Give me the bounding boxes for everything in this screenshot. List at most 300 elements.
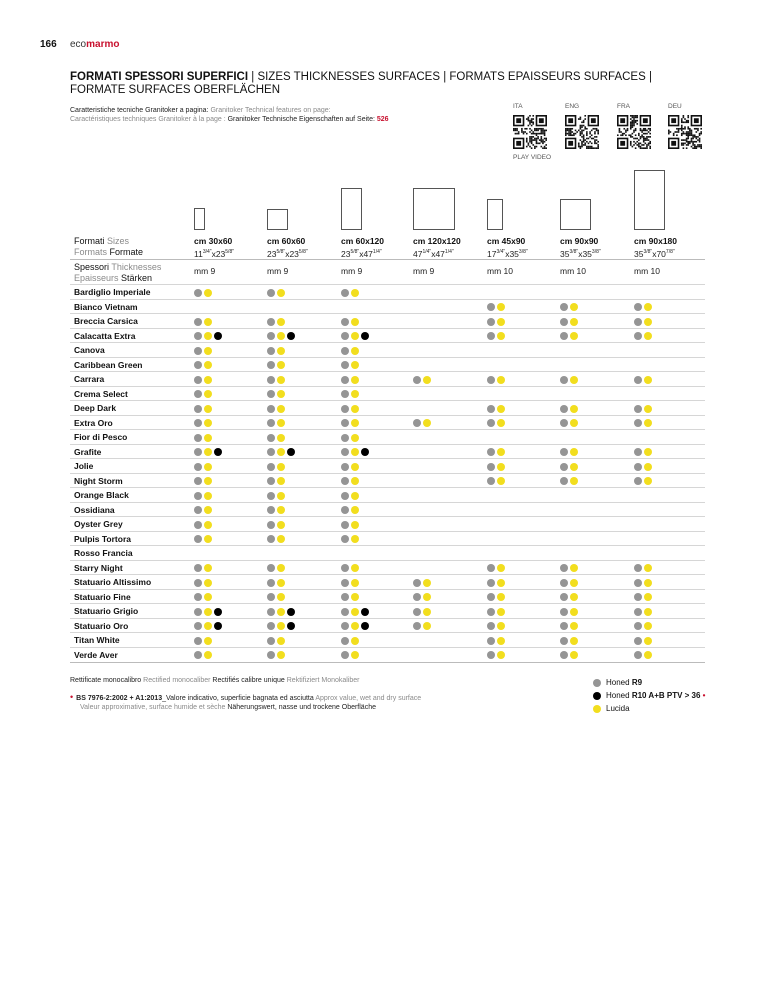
brand-logo: ecomarmo xyxy=(70,39,120,50)
gray-dot-icon xyxy=(267,463,275,471)
gray-dot-icon xyxy=(560,405,568,413)
availability-cell xyxy=(267,419,285,427)
availability-cell xyxy=(634,637,652,645)
availability-cell xyxy=(634,448,652,456)
qr-code-fra-icon[interactable] xyxy=(617,115,651,149)
availability-cell xyxy=(341,289,359,297)
yellow-dot-icon xyxy=(277,477,285,485)
gray-dot-icon xyxy=(194,535,202,543)
yellow-dot-icon xyxy=(204,579,212,587)
availability-cell xyxy=(487,564,505,572)
availability-cell xyxy=(341,332,369,340)
gray-dot-icon xyxy=(487,376,495,384)
availability-cell xyxy=(194,564,212,572)
gray-dot-icon xyxy=(593,679,601,687)
yellow-dot-icon xyxy=(204,361,212,369)
yellow-dot-icon xyxy=(277,463,285,471)
gray-dot-icon xyxy=(194,376,202,384)
gray-dot-icon xyxy=(634,622,642,630)
yellow-dot-icon xyxy=(351,521,359,529)
legend-honed-r10: Honed R10 A+B PTV > 36 • xyxy=(593,691,705,700)
table-row xyxy=(70,487,705,503)
gray-dot-icon xyxy=(487,608,495,616)
gray-dot-icon xyxy=(194,521,202,529)
yellow-dot-icon xyxy=(644,564,652,572)
yellow-dot-icon xyxy=(351,405,359,413)
availability-cell xyxy=(341,347,359,355)
row-name: Statuario Fine xyxy=(74,591,131,602)
gray-dot-icon xyxy=(560,303,568,311)
yellow-dot-icon xyxy=(204,477,212,485)
availability-cell xyxy=(634,651,652,659)
yellow-dot-icon xyxy=(570,405,578,413)
availability-cell xyxy=(634,419,652,427)
availability-cell xyxy=(487,608,505,616)
yellow-dot-icon xyxy=(351,289,359,297)
availability-cell xyxy=(487,622,505,630)
gray-dot-icon xyxy=(267,347,275,355)
gray-dot-icon xyxy=(194,651,202,659)
yellow-dot-icon xyxy=(497,477,505,485)
availability-cell xyxy=(560,651,578,659)
column-thickness: mm 9 xyxy=(341,266,363,276)
table-row xyxy=(70,415,705,431)
yellow-dot-icon xyxy=(423,579,431,587)
yellow-dot-icon xyxy=(277,390,285,398)
availability-cell xyxy=(267,390,285,398)
availability-cell xyxy=(341,608,369,616)
gray-dot-icon xyxy=(634,303,642,311)
yellow-dot-icon xyxy=(277,448,285,456)
gray-dot-icon xyxy=(634,651,642,659)
black-dot-icon xyxy=(287,332,295,340)
yellow-dot-icon xyxy=(644,579,652,587)
availability-cell xyxy=(194,434,212,442)
yellow-dot-icon xyxy=(204,390,212,398)
availability-cell xyxy=(267,492,285,500)
yellow-dot-icon xyxy=(204,376,212,384)
yellow-dot-icon xyxy=(351,318,359,326)
availability-cell xyxy=(341,419,359,427)
gray-dot-icon xyxy=(341,492,349,500)
qr-label-fra: FRA xyxy=(617,103,630,110)
gray-dot-icon xyxy=(267,593,275,601)
availability-cell xyxy=(267,637,285,645)
legend-lucida: Lucida xyxy=(593,704,630,713)
gray-dot-icon xyxy=(267,608,275,616)
black-dot-icon xyxy=(287,608,295,616)
availability-cell xyxy=(194,506,212,514)
availability-cell xyxy=(487,463,505,471)
yellow-dot-icon xyxy=(277,419,285,427)
yellow-dot-icon xyxy=(644,637,652,645)
availability-cell xyxy=(341,492,359,500)
availability-cell xyxy=(634,622,652,630)
yellow-dot-icon xyxy=(277,535,285,543)
column-header: cm 45x90 $17^{3/4"}x35^{3/8"}$ xyxy=(487,236,528,259)
availability-cell xyxy=(560,593,578,601)
availability-cell xyxy=(413,593,431,601)
yellow-dot-icon xyxy=(497,419,505,427)
gray-dot-icon xyxy=(341,361,349,369)
yellow-dot-icon xyxy=(277,593,285,601)
availability-cell xyxy=(487,637,505,645)
gray-dot-icon xyxy=(487,651,495,659)
availability-cell xyxy=(267,651,285,659)
gray-dot-icon xyxy=(487,477,495,485)
availability-cell xyxy=(341,637,359,645)
availability-cell xyxy=(194,651,212,659)
gray-dot-icon xyxy=(341,434,349,442)
gray-dot-icon xyxy=(194,579,202,587)
row-name: Fior di Pesco xyxy=(74,432,128,442)
gray-dot-icon xyxy=(194,347,202,355)
gray-dot-icon xyxy=(487,564,495,572)
gray-dot-icon xyxy=(267,361,275,369)
yellow-dot-icon xyxy=(277,434,285,442)
table-row xyxy=(70,299,705,315)
gray-dot-icon xyxy=(634,405,642,413)
yellow-dot-icon xyxy=(204,506,212,514)
table-row xyxy=(70,284,705,300)
yellow-dot-icon xyxy=(497,463,505,471)
yellow-dot-icon xyxy=(351,622,359,630)
shape-90x90 xyxy=(560,199,591,230)
row-name: Grafite xyxy=(74,446,102,457)
yellow-dot-icon xyxy=(204,448,212,456)
yellow-dot-icon xyxy=(644,651,652,659)
yellow-dot-icon xyxy=(570,637,578,645)
gray-dot-icon xyxy=(267,390,275,398)
availability-cell xyxy=(487,405,505,413)
thickness-label: Spessori Thicknesses Epaisseurs Stärken xyxy=(74,262,162,283)
gray-dot-icon xyxy=(194,361,202,369)
availability-cell xyxy=(194,535,212,543)
yellow-dot-icon xyxy=(204,521,212,529)
availability-cell xyxy=(413,622,431,630)
gray-dot-icon xyxy=(267,492,275,500)
availability-cell xyxy=(487,419,505,427)
availability-cell xyxy=(267,405,285,413)
column-thickness: mm 10 xyxy=(487,266,513,276)
qr-label-ita: ITA xyxy=(513,103,523,110)
table-bottom-line xyxy=(70,662,705,663)
gray-dot-icon xyxy=(341,651,349,659)
gray-dot-icon xyxy=(341,332,349,340)
availability-cell xyxy=(341,361,359,369)
gray-dot-icon xyxy=(560,564,568,572)
availability-cell xyxy=(634,608,652,616)
gray-dot-icon xyxy=(267,477,275,485)
black-dot-icon xyxy=(287,622,295,630)
gray-dot-icon xyxy=(487,579,495,587)
availability-cell xyxy=(634,376,652,384)
availability-cell xyxy=(560,564,578,572)
row-name: Verde Aver xyxy=(74,649,118,660)
gray-dot-icon xyxy=(194,593,202,601)
yellow-dot-icon xyxy=(497,593,505,601)
gray-dot-icon xyxy=(413,608,421,616)
availability-cell xyxy=(487,448,505,456)
gray-dot-icon xyxy=(267,448,275,456)
qr-label-eng: ENG xyxy=(565,103,580,110)
gray-dot-icon xyxy=(487,318,495,326)
yellow-dot-icon xyxy=(644,463,652,471)
table-row xyxy=(70,328,705,344)
shape-60x120 xyxy=(341,188,362,230)
row-name: Statuario Grigio xyxy=(74,606,139,616)
gray-dot-icon xyxy=(267,318,275,326)
availability-cell xyxy=(487,376,505,384)
yellow-dot-icon xyxy=(204,289,212,297)
availability-cell xyxy=(560,332,578,340)
yellow-dot-icon xyxy=(351,361,359,369)
gray-dot-icon xyxy=(560,593,568,601)
gray-dot-icon xyxy=(194,318,202,326)
availability-cell xyxy=(487,579,505,587)
row-name: Night Storm xyxy=(74,475,123,486)
table-row xyxy=(70,502,705,518)
gray-dot-icon xyxy=(487,405,495,413)
yellow-dot-icon xyxy=(277,521,285,529)
gray-dot-icon xyxy=(194,637,202,645)
gray-dot-icon xyxy=(267,506,275,514)
table-row xyxy=(70,444,705,460)
yellow-dot-icon xyxy=(570,564,578,572)
yellow-dot-icon xyxy=(277,506,285,514)
yellow-dot-icon xyxy=(351,477,359,485)
column-thickness: mm 9 xyxy=(194,266,216,276)
black-dot-icon xyxy=(361,448,369,456)
play-video-label: PLAY VIDEO xyxy=(513,154,552,161)
gray-dot-icon xyxy=(267,622,275,630)
gray-dot-icon xyxy=(341,521,349,529)
yellow-dot-icon xyxy=(351,463,359,471)
yellow-dot-icon xyxy=(204,347,212,355)
shape-90x180 xyxy=(634,170,665,230)
availability-cell xyxy=(487,593,505,601)
row-name: Statuario Altissimo xyxy=(74,577,152,587)
availability-cell xyxy=(560,608,578,616)
table-row xyxy=(70,531,705,547)
availability-cell xyxy=(267,318,285,326)
table-row xyxy=(70,647,705,663)
gray-dot-icon xyxy=(267,434,275,442)
yellow-dot-icon xyxy=(277,347,285,355)
yellow-dot-icon xyxy=(204,332,212,340)
yellow-dot-icon xyxy=(593,705,601,713)
availability-cell xyxy=(487,332,505,340)
gray-dot-icon xyxy=(194,608,202,616)
gray-dot-icon xyxy=(341,289,349,297)
availability-cell xyxy=(194,332,222,340)
table-row xyxy=(70,458,705,474)
availability-cell xyxy=(341,521,359,529)
qr-code-eng-icon[interactable] xyxy=(565,115,599,149)
availability-cell xyxy=(487,477,505,485)
yellow-dot-icon xyxy=(644,608,652,616)
gray-dot-icon xyxy=(341,419,349,427)
gray-dot-icon xyxy=(413,579,421,587)
yellow-dot-icon xyxy=(204,637,212,645)
yellow-dot-icon xyxy=(277,376,285,384)
gray-dot-icon xyxy=(194,564,202,572)
availability-cell xyxy=(341,390,359,398)
rectified-note: Rettificate monocalibro Rectified monocaliber Rectifiés calibre unique Rektifiziert Monokaliber xyxy=(70,677,360,684)
availability-cell xyxy=(341,405,359,413)
yellow-dot-icon xyxy=(570,303,578,311)
row-name: Crema Select xyxy=(74,388,128,399)
gray-dot-icon xyxy=(194,477,202,485)
yellow-dot-icon xyxy=(351,492,359,500)
gray-dot-icon xyxy=(341,637,349,645)
availability-cell xyxy=(194,419,212,427)
yellow-dot-icon xyxy=(351,434,359,442)
gray-dot-icon xyxy=(267,564,275,572)
availability-cell xyxy=(341,463,359,471)
gray-dot-icon xyxy=(267,637,275,645)
row-name: Bardiglio Imperiale xyxy=(74,287,151,297)
black-dot-icon xyxy=(361,332,369,340)
row-name: Bianco Vietnam xyxy=(74,301,138,312)
row-name: Orange Black xyxy=(74,490,129,500)
yellow-dot-icon xyxy=(277,579,285,587)
availability-cell xyxy=(194,521,212,529)
technical-reference: Caratteristiche tecniche Granitoker a pagina: Granitoker Technical features on page: Caractéristiques techniques Granitoker à la page : Granitoker Technische Eigenschaften auf Seite: 526 xyxy=(70,107,389,123)
availability-cell xyxy=(267,608,295,616)
gray-dot-icon xyxy=(194,463,202,471)
yellow-dot-icon xyxy=(351,651,359,659)
gray-dot-icon xyxy=(267,535,275,543)
table-row xyxy=(70,386,705,402)
column-header: cm 60x60 $23^{5/8"}x23^{5/8"}$ xyxy=(267,236,308,259)
yellow-dot-icon xyxy=(497,579,505,587)
row-name: Breccia Carsica xyxy=(74,316,138,326)
qr-code-deu-icon[interactable] xyxy=(668,115,702,149)
gray-dot-icon xyxy=(487,622,495,630)
yellow-dot-icon xyxy=(570,477,578,485)
availability-cell xyxy=(341,579,359,587)
shape-60x60 xyxy=(267,209,288,230)
availability-cell xyxy=(634,405,652,413)
yellow-dot-icon xyxy=(351,579,359,587)
yellow-dot-icon xyxy=(351,448,359,456)
gray-dot-icon xyxy=(194,332,202,340)
yellow-dot-icon xyxy=(644,405,652,413)
yellow-dot-icon xyxy=(644,477,652,485)
availability-cell xyxy=(634,564,652,572)
legend-honed-r9: Honed R9 xyxy=(593,678,642,687)
yellow-dot-icon xyxy=(204,405,212,413)
table-row xyxy=(70,632,705,648)
yellow-dot-icon xyxy=(351,637,359,645)
yellow-dot-icon xyxy=(497,303,505,311)
row-name: Starry Night xyxy=(74,562,123,573)
qr-label-deu: DEU xyxy=(668,103,682,110)
column-thickness: mm 9 xyxy=(267,266,289,276)
table-row xyxy=(70,357,705,373)
yellow-dot-icon xyxy=(497,318,505,326)
availability-cell xyxy=(267,376,285,384)
availability-cell xyxy=(413,579,431,587)
gray-dot-icon xyxy=(341,622,349,630)
yellow-dot-icon xyxy=(277,651,285,659)
table-row xyxy=(70,473,705,489)
row-name: Rosso Francia xyxy=(74,548,133,558)
yellow-dot-icon xyxy=(351,390,359,398)
gray-dot-icon xyxy=(341,477,349,485)
row-name: Pulpis Tortora xyxy=(74,533,131,544)
yellow-dot-icon xyxy=(277,361,285,369)
availability-cell xyxy=(194,318,212,326)
yellow-dot-icon xyxy=(570,579,578,587)
yellow-dot-icon xyxy=(497,651,505,659)
gray-dot-icon xyxy=(341,448,349,456)
gray-dot-icon xyxy=(267,419,275,427)
yellow-dot-icon xyxy=(423,608,431,616)
shape-45x90 xyxy=(487,199,503,230)
availability-cell xyxy=(194,593,212,601)
gray-dot-icon xyxy=(487,593,495,601)
table-row xyxy=(70,313,705,329)
black-dot-icon xyxy=(214,622,222,630)
gray-dot-icon xyxy=(634,332,642,340)
table-row xyxy=(70,371,705,387)
yellow-dot-icon xyxy=(204,434,212,442)
gray-dot-icon xyxy=(194,434,202,442)
black-dot-icon xyxy=(214,608,222,616)
column-header: cm 90x180 $35^{3/8"}x70^{7/8"}$ xyxy=(634,236,678,259)
availability-cell xyxy=(194,637,212,645)
availability-cell xyxy=(341,506,359,514)
qr-code-ita-icon[interactable] xyxy=(513,115,547,149)
yellow-dot-icon xyxy=(644,332,652,340)
row-name: Deep Dark xyxy=(74,403,117,413)
yellow-dot-icon xyxy=(351,332,359,340)
availability-cell xyxy=(634,318,652,326)
yellow-dot-icon xyxy=(277,405,285,413)
availability-cell xyxy=(560,318,578,326)
availability-cell xyxy=(341,535,359,543)
gray-dot-icon xyxy=(487,303,495,311)
gray-dot-icon xyxy=(560,376,568,384)
gray-dot-icon xyxy=(267,332,275,340)
gray-dot-icon xyxy=(267,376,275,384)
column-thickness: mm 10 xyxy=(560,266,586,276)
gray-dot-icon xyxy=(634,477,642,485)
table-row xyxy=(70,560,705,576)
gray-dot-icon xyxy=(487,463,495,471)
yellow-dot-icon xyxy=(570,318,578,326)
gray-dot-icon xyxy=(341,535,349,543)
yellow-dot-icon xyxy=(497,564,505,572)
availability-cell xyxy=(487,651,505,659)
gray-dot-icon xyxy=(560,448,568,456)
table-row xyxy=(70,574,705,590)
row-name: Oyster Grey xyxy=(74,519,123,529)
availability-cell xyxy=(341,448,369,456)
availability-cell xyxy=(194,347,212,355)
yellow-dot-icon xyxy=(644,376,652,384)
yellow-dot-icon xyxy=(351,419,359,427)
gray-dot-icon xyxy=(341,405,349,413)
availability-cell xyxy=(194,448,222,456)
yellow-dot-icon xyxy=(570,463,578,471)
availability-cell xyxy=(194,405,212,413)
yellow-dot-icon xyxy=(497,405,505,413)
yellow-dot-icon xyxy=(204,622,212,630)
yellow-dot-icon xyxy=(351,535,359,543)
